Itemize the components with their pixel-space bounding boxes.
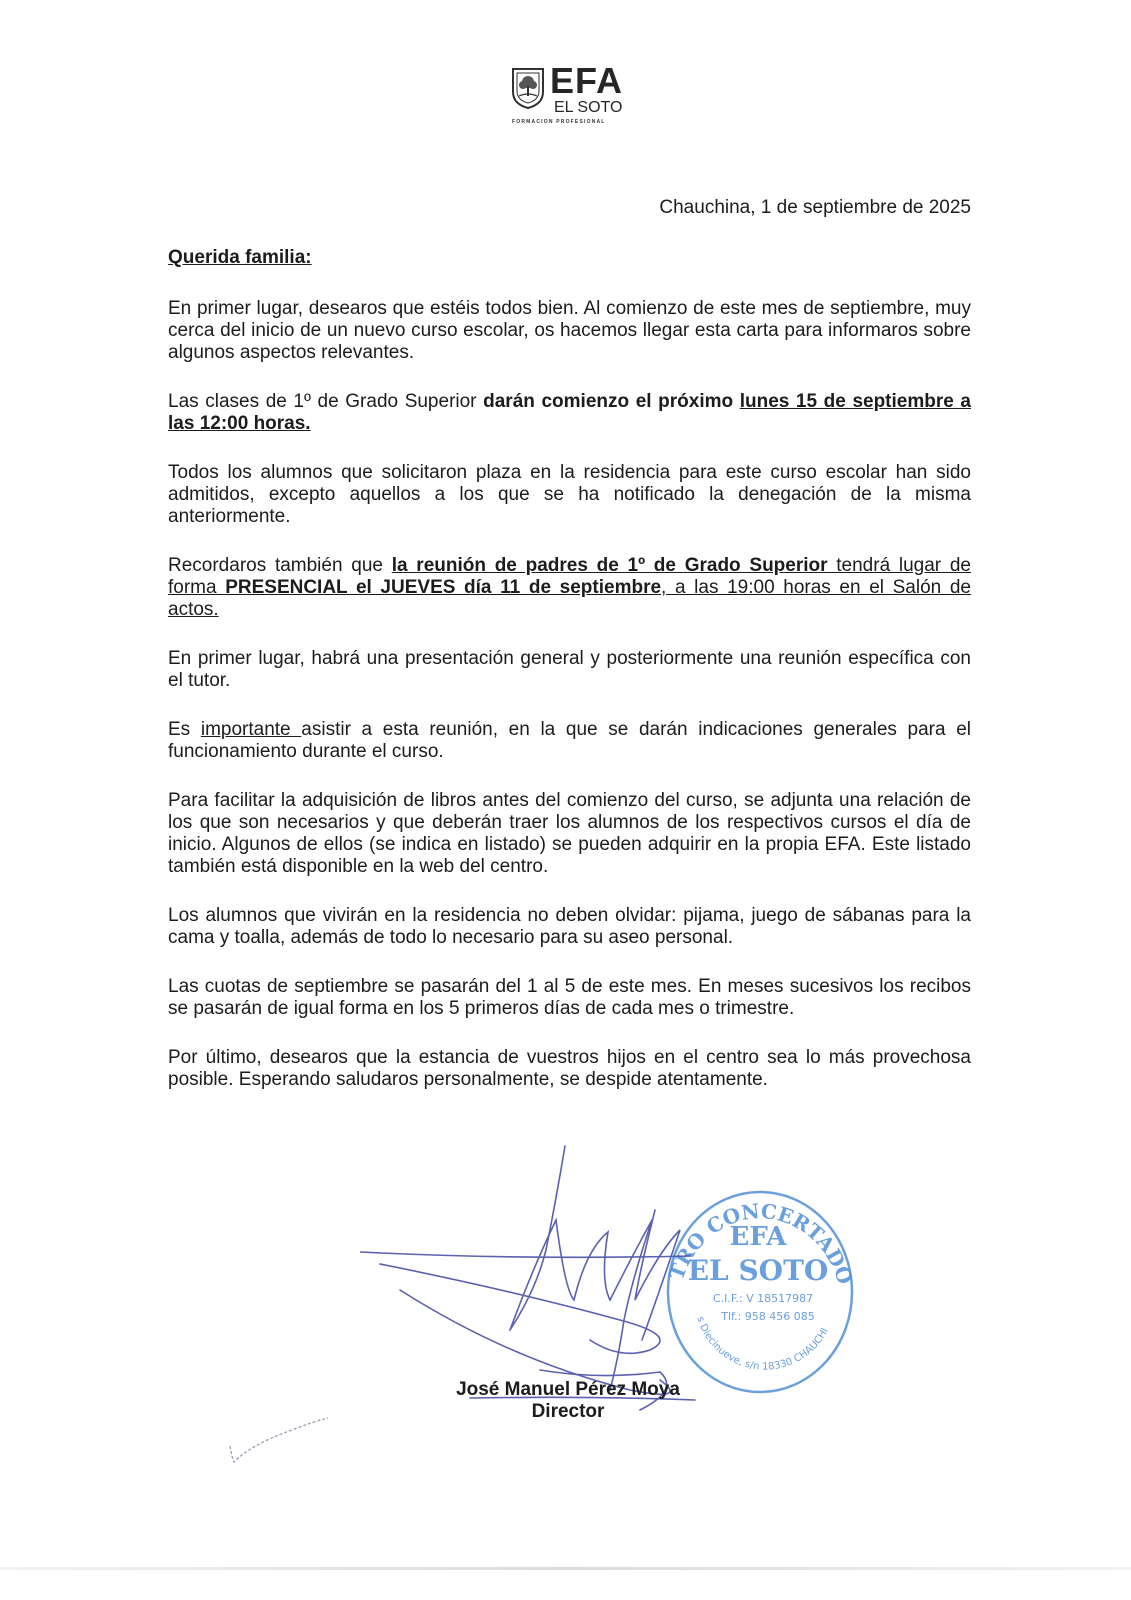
stamp-line2: EL SOTO xyxy=(687,1254,829,1287)
paragraph-intro: En primer lugar, desearos que estéis todos bien. Al comienzo de este mes de septiembre, muy cerca del inicio de un nuevo curso escolar, os hacemos llegar esta carta para informaros sobre algunos aspectos relevantes. xyxy=(168,298,971,363)
paragraph-classes-start xyxy=(168,391,971,435)
efa-el-soto-logo xyxy=(510,60,630,128)
letter-date: Chauchina, 1 de septiembre de 2025 xyxy=(659,197,971,218)
paragraph-books: Para facilitar la adquisición de libros antes del comienzo del curso, se adjunta una relación de los que son necesarios y que deberán traer los alumnos de los respectivos cursos el día de inicio. Algunos de ellos (se indica en listado) se pueden adquirir en la propia EFA. Este listado también está disponible en la web del centro. xyxy=(168,790,971,877)
importance-lead: Es xyxy=(168,719,201,740)
logo-brand: EFA xyxy=(550,60,624,101)
paragraph-residence-items: Los alumnos que vivirán en la residencia no deben olvidar: pijama, juego de sábanas para la cama y toalla, además de todo lo necesario para su aseo personal. xyxy=(168,905,971,948)
paragraph-importance xyxy=(168,719,971,763)
meeting-lead: Recordaros también que xyxy=(168,555,392,576)
classes-lead: Las clases de 1º de Grado Superior xyxy=(168,391,484,412)
tree-shield-icon xyxy=(510,66,546,110)
stamp-cif: C.I.F.: V 18517987 xyxy=(712,1292,814,1305)
stamp-tel: Tlf.: 958 456 085 xyxy=(721,1310,815,1323)
page-bottom-edge xyxy=(0,1567,1131,1570)
paragraph-meeting xyxy=(168,555,971,621)
letter-greeting: Querida familia: xyxy=(168,247,312,268)
meeting-date: PRESENCIAL el JUEVES día 11 de septiembre xyxy=(225,577,662,598)
classes-start-date: lunes 15 de septiembre a las 12:00 horas. xyxy=(168,391,971,434)
logo-name: EL SOTO xyxy=(554,99,623,116)
logo-tagline: FORMACION PROFESIONAL xyxy=(512,119,606,125)
paragraph-residence: Todos los alumnos que solicitaron plaza en la residencia para este curso escolar han sido admitidos, excepto aquellos a los que se ha notificado la denegación de la misma anteriormente. xyxy=(168,462,971,527)
signer-name: José Manuel Pérez Moya xyxy=(456,1379,680,1400)
stamp-line1: EFA xyxy=(729,1222,787,1252)
paragraph-presentation: En primer lugar, habrá una presentación general y posteriormente una reunión específica con el tutor. xyxy=(168,648,971,691)
importance-rest: asistir a esta reunión, en la que se darán indicaciones generales para el funcionamiento durante el curso. xyxy=(168,719,972,762)
meeting-place: , a las 19:00 horas en el Salón de actos. xyxy=(168,577,971,620)
stamp-ring-text: TRO CONCERTADO xyxy=(664,1198,858,1288)
stamp-address: s Diecinueve, s/n 18330 CHAUCHI xyxy=(694,1315,831,1373)
pen-mark-icon xyxy=(222,1410,342,1470)
paragraph-closing: Por último, desearos que la estancia de vuestros hijos en el centro sea lo más provechosa posible. Esperando saludaros personalmente, se despide atentamente. xyxy=(168,1047,971,1090)
letter-body xyxy=(168,298,971,1118)
meeting-form: tendrá lugar de forma xyxy=(168,555,971,598)
importance-word: importante xyxy=(200,719,302,740)
meeting-title: la reunión de padres de 1º de Grado Superior xyxy=(391,555,828,576)
classes-start-bold: darán comienzo el próximo xyxy=(483,391,740,412)
paragraph-fees: Las cuotas de septiembre se pasarán del 1 al 5 de este mes. En meses sucesivos los recibos se pasarán de igual forma en los 5 primeros días de cada mes o trimestre. xyxy=(168,976,971,1019)
signer-title: Director xyxy=(531,1401,605,1422)
